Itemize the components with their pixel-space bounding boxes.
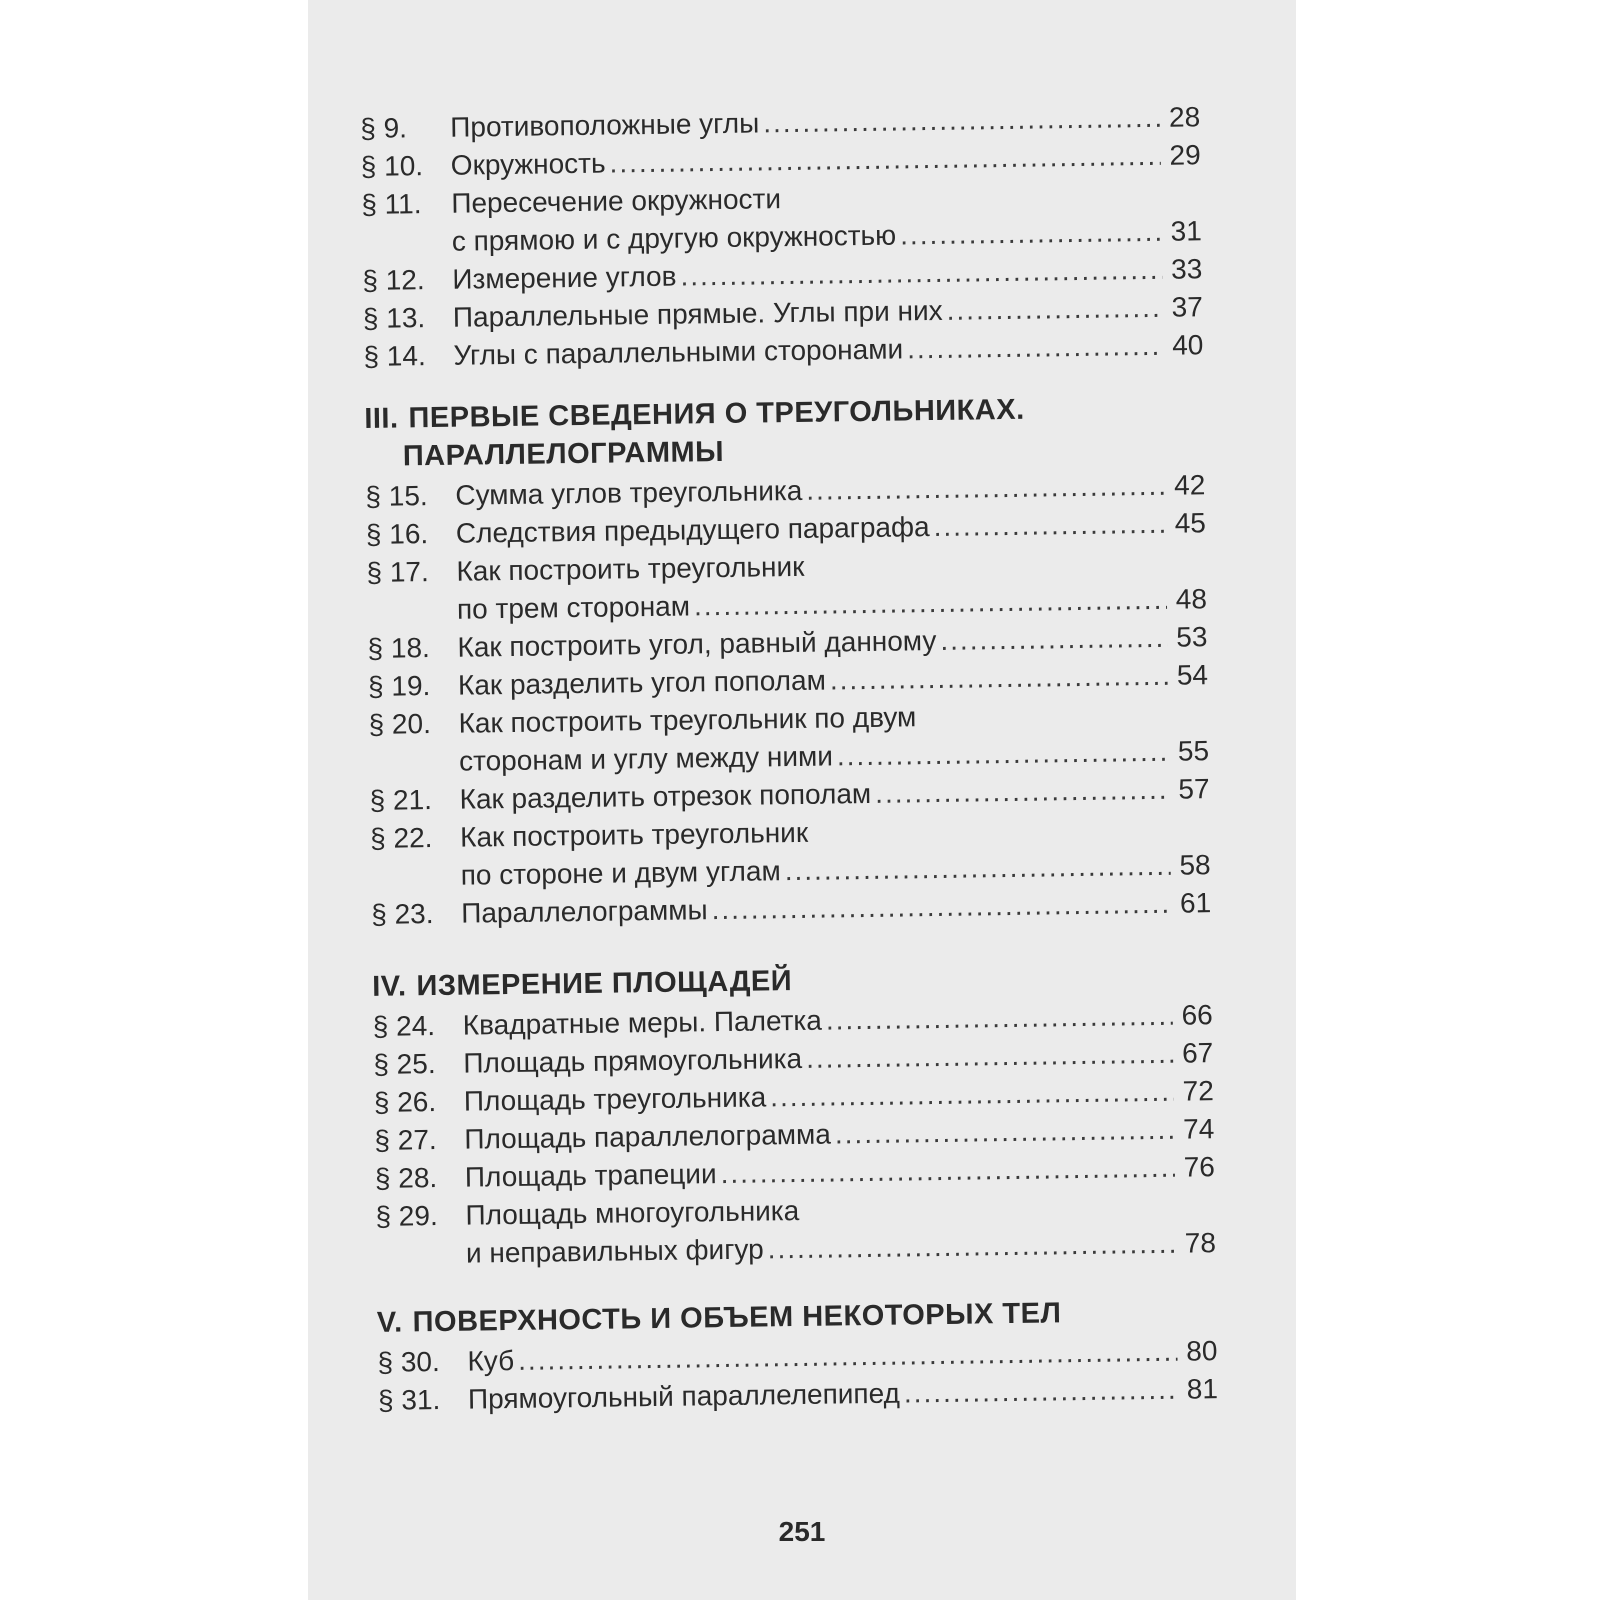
dot-leader: [806, 1035, 1174, 1078]
entry-page: 40: [1171, 329, 1204, 361]
dot-leader: [694, 581, 1167, 626]
dot-leader: [711, 885, 1171, 929]
section-symbol: § 11.: [361, 188, 422, 220]
entry-title: Углы с параллельными сторонами: [453, 333, 904, 371]
entry-title-continued: по трем сторонам: [456, 590, 691, 625]
entry-page: 80: [1186, 1335, 1218, 1367]
section-symbol: § 20.: [368, 708, 432, 740]
entry-page: 37: [1171, 291, 1204, 323]
entry-page: 42: [1173, 469, 1206, 501]
entry-title: Как построить треугольник: [459, 816, 809, 853]
entry-title: Как разделить отрезок пополам: [459, 777, 872, 815]
entry-page: 48: [1175, 583, 1208, 615]
entry-page: 45: [1174, 507, 1207, 539]
entry-title: Пересечение окружности: [451, 183, 782, 219]
entry-page: 57: [1178, 773, 1210, 805]
entry-page: 67: [1181, 1037, 1214, 1069]
entry-title: Площадь многоугольника: [465, 1194, 800, 1231]
dot-leader: [946, 289, 1163, 330]
section-symbol: § 16.: [365, 518, 429, 550]
section-symbol: § 31.: [377, 1384, 441, 1416]
section-symbol: § 18.: [367, 632, 431, 664]
section-symbol: § 28.: [374, 1162, 438, 1194]
entry-page: 28: [1168, 101, 1201, 133]
dot-leader: [933, 505, 1166, 546]
dot-leader: [720, 1149, 1175, 1193]
entry-page: 61: [1179, 887, 1212, 919]
dot-leader: [767, 1225, 1176, 1269]
chapter-numeral: V.: [376, 1306, 403, 1339]
dot-leader: [907, 327, 1164, 369]
entry-title-continued: и неправильных фигур: [465, 1233, 764, 1269]
table-of-contents: [360, 98, 1218, 1420]
entry-page: 58: [1179, 849, 1211, 881]
section-symbol: § 27.: [374, 1124, 437, 1156]
entry-title: Площадь прямоугольника: [463, 1042, 803, 1079]
entry-title: Сумма углов треугольника: [455, 474, 803, 511]
section-symbol: § 22.: [369, 822, 433, 854]
entry-page: 78: [1184, 1227, 1217, 1259]
chapter-heading: [364, 388, 1205, 476]
section-symbol: § 23.: [371, 898, 434, 930]
entry-page: 53: [1176, 621, 1208, 653]
entry-page: 74: [1182, 1113, 1215, 1145]
section-symbol: § 15.: [365, 480, 428, 512]
section-symbol: § 26.: [373, 1086, 437, 1118]
section-symbol: § 13.: [362, 302, 426, 334]
section-symbol: § 9.: [360, 112, 408, 144]
dot-leader: [837, 733, 1170, 776]
entry-title: Измерение углов: [452, 260, 677, 295]
section-symbol: § 21.: [369, 784, 433, 816]
section-symbol: § 29.: [375, 1200, 438, 1232]
entry-title: Куб: [467, 1344, 515, 1377]
chapter-title: ИЗМЕРЕНИЕ ПЛОЩАДЕЙ: [416, 965, 793, 1003]
section-symbol: § 12.: [362, 264, 425, 296]
toc-entry: [375, 1186, 1216, 1274]
section-symbol: § 17.: [366, 556, 429, 588]
dot-leader: [830, 657, 1169, 700]
entry-page: 66: [1181, 999, 1213, 1031]
entry-page: 81: [1186, 1373, 1219, 1405]
entry-title-continued: сторонам и углу между ними: [458, 740, 834, 777]
entry-title: Как построить треугольник по двум: [458, 701, 917, 739]
entry-title: Противоположные углы: [450, 107, 760, 143]
entry-page: 31: [1170, 215, 1202, 247]
entry-title: Как построить треугольник: [456, 550, 805, 587]
dot-leader: [770, 1073, 1174, 1117]
book-page: [308, 0, 1296, 1600]
chapter-title: ПЕРВЫЕ СВЕДЕНИЯ О ТРЕУГОЛЬНИКАХ.: [408, 393, 1025, 435]
entry-title: Квадратные меры. Палетка: [462, 1004, 823, 1041]
section-symbol: § 25.: [373, 1048, 436, 1080]
chapter-title-continued: ПАРАЛЛЕЛОГРАММЫ: [402, 435, 725, 473]
entry-page: 29: [1169, 139, 1201, 171]
entry-page: 72: [1182, 1075, 1214, 1107]
dot-leader: [940, 619, 1168, 660]
chapter-numeral: III.: [364, 402, 399, 435]
entry-title-continued: по стороне и двум углам: [460, 855, 781, 891]
entry-page: 54: [1176, 659, 1209, 691]
dot-leader: [806, 467, 1166, 510]
section-symbol: § 19.: [367, 670, 431, 702]
page-number: 251: [778, 1516, 826, 1547]
entry-title: Следствия предыдущего параграфа: [455, 511, 930, 549]
chapter-title: ПОВЕРХНОСТЬ И ОБЪЕМ НЕКОТОРЫХ ТЕЛ: [412, 1297, 1062, 1339]
entry-title: Параллелограммы: [461, 894, 708, 929]
entry-title: Параллельные прямые. Углы при них: [452, 294, 943, 333]
toc-entry: [366, 542, 1207, 630]
entry-title: Прямоугольный параллелепипед: [467, 1377, 901, 1415]
section-symbol: § 30.: [377, 1346, 440, 1378]
entry-title-continued: с прямою и с другую окружностью: [451, 219, 897, 257]
entry-title: Площадь трапеции: [464, 1158, 717, 1193]
toc-entry: [361, 174, 1202, 262]
entry-page: 76: [1183, 1151, 1216, 1183]
dot-leader: [835, 1111, 1175, 1154]
dot-leader: [784, 847, 1170, 890]
dot-leader: [875, 771, 1170, 813]
dot-leader: [904, 1371, 1179, 1413]
dot-leader: [826, 997, 1173, 1040]
section-symbol: § 14.: [363, 340, 426, 372]
entry-page: 33: [1170, 253, 1203, 285]
entry-title: Как построить угол, равный данному: [457, 625, 937, 663]
section-symbol: § 10.: [360, 150, 424, 182]
section-symbol: § 24.: [372, 1010, 436, 1042]
chapter-numeral: IV.: [372, 970, 407, 1003]
dot-leader: [900, 213, 1162, 255]
toc-entry: [368, 694, 1209, 782]
entry-title: Как разделить угол пополам: [457, 664, 827, 701]
toc-entry: [370, 808, 1211, 896]
entry-title: Площадь параллелограмма: [464, 1118, 832, 1155]
dot-leader: [763, 99, 1160, 143]
entry-title: Окружность: [450, 147, 606, 181]
entry-title: Площадь треугольника: [463, 1081, 767, 1117]
entry-page: 55: [1177, 735, 1210, 767]
